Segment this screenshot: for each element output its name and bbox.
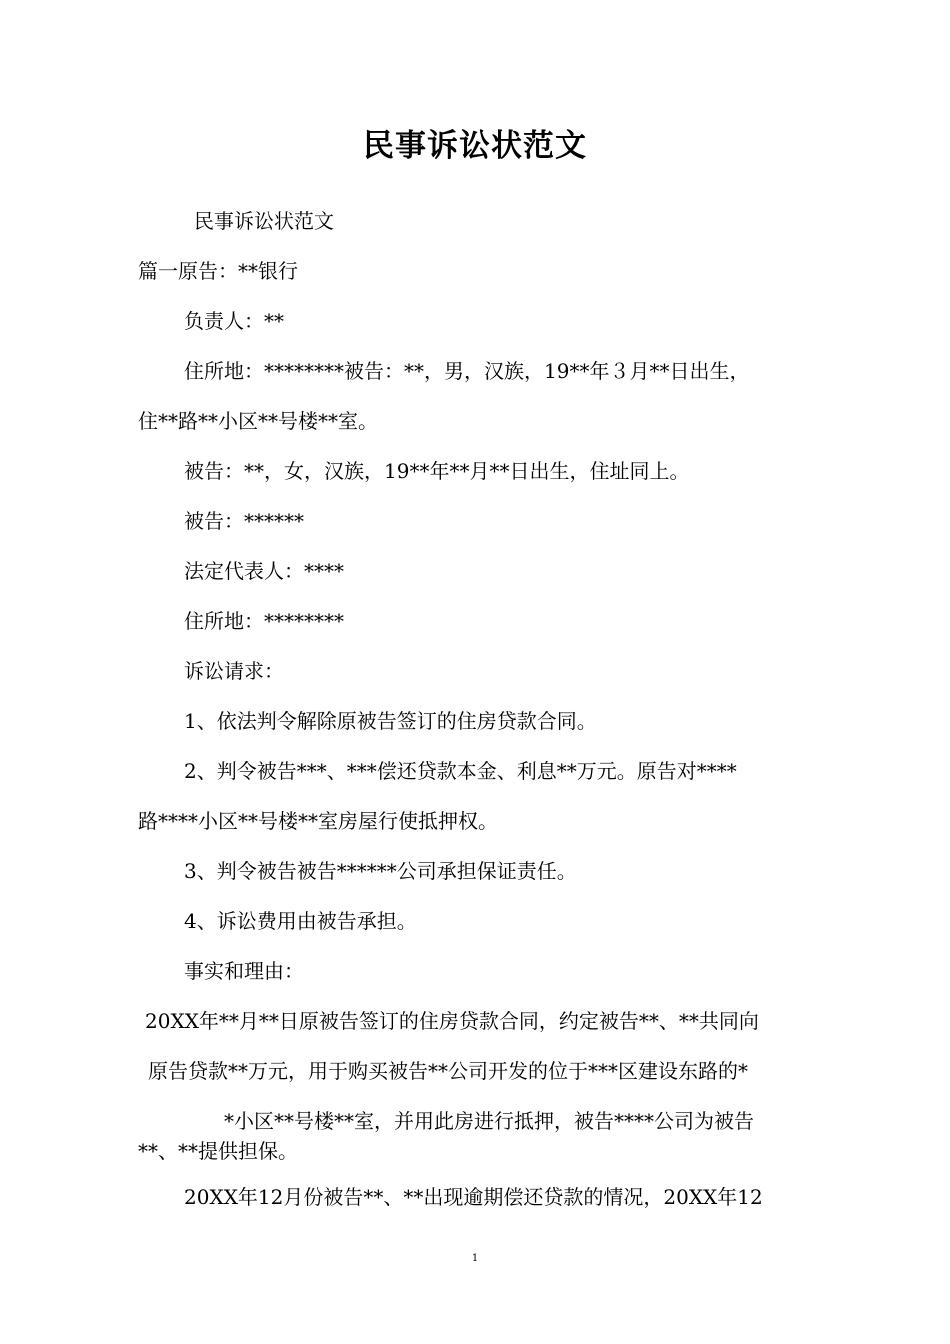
document-line: 3、判令被告被告******公司承担保证责任。 (184, 859, 577, 883)
document-title: 民事诉讼状范文 (363, 128, 587, 164)
document-line: 4、诉讼费用由被告承担。 (184, 909, 417, 933)
document-line: 原告贷款**万元，用于购买被告**公司开发的位于***区建设东路的* (148, 1059, 748, 1083)
document-line: 被告：****** (184, 509, 304, 533)
document-line: 事实和理由： (184, 959, 304, 983)
document-line: 住**路**小区**号楼**室。 (138, 409, 378, 433)
document-line: 住所地：********被告：**，男，汉族，19**年３月**日出生， (184, 359, 750, 383)
document-line: 负责人：** (184, 309, 284, 333)
document-line: 民事诉讼状范文 (194, 209, 334, 233)
document-line: *小区**号楼**室，并用此房进行抵押，被告****公司为被告 (224, 1109, 754, 1133)
document-line: 诉讼请求： (184, 659, 284, 683)
document-line: 2、判令被告***、***偿还贷款本金、利息**万元。原告对**** (184, 759, 737, 783)
document-line: 法定代表人：**** (184, 559, 344, 583)
document-line: 被告：**，女，汉族，19**年**月**日出生，住址同上。 (184, 459, 690, 483)
document-line: **、**提供担保。 (138, 1139, 298, 1163)
page-number: 1 (471, 1253, 479, 1264)
document-line: 路****小区**号楼**室房屋行使抵押权。 (138, 809, 498, 833)
document-line: 20XX年12月份被告**、**出现逾期偿还贷款的情况，20XX年12 (184, 1185, 763, 1209)
document-line: 1、依法判令解除原被告签订的住房贷款合同。 (184, 709, 597, 733)
document-line: 篇一原告：**银行 (138, 259, 298, 283)
document-line: 20XX年**月**日原被告签订的住房贷款合同，约定被告**、**共同向 (145, 1009, 759, 1033)
document-line: 住所地：******** (184, 609, 344, 633)
